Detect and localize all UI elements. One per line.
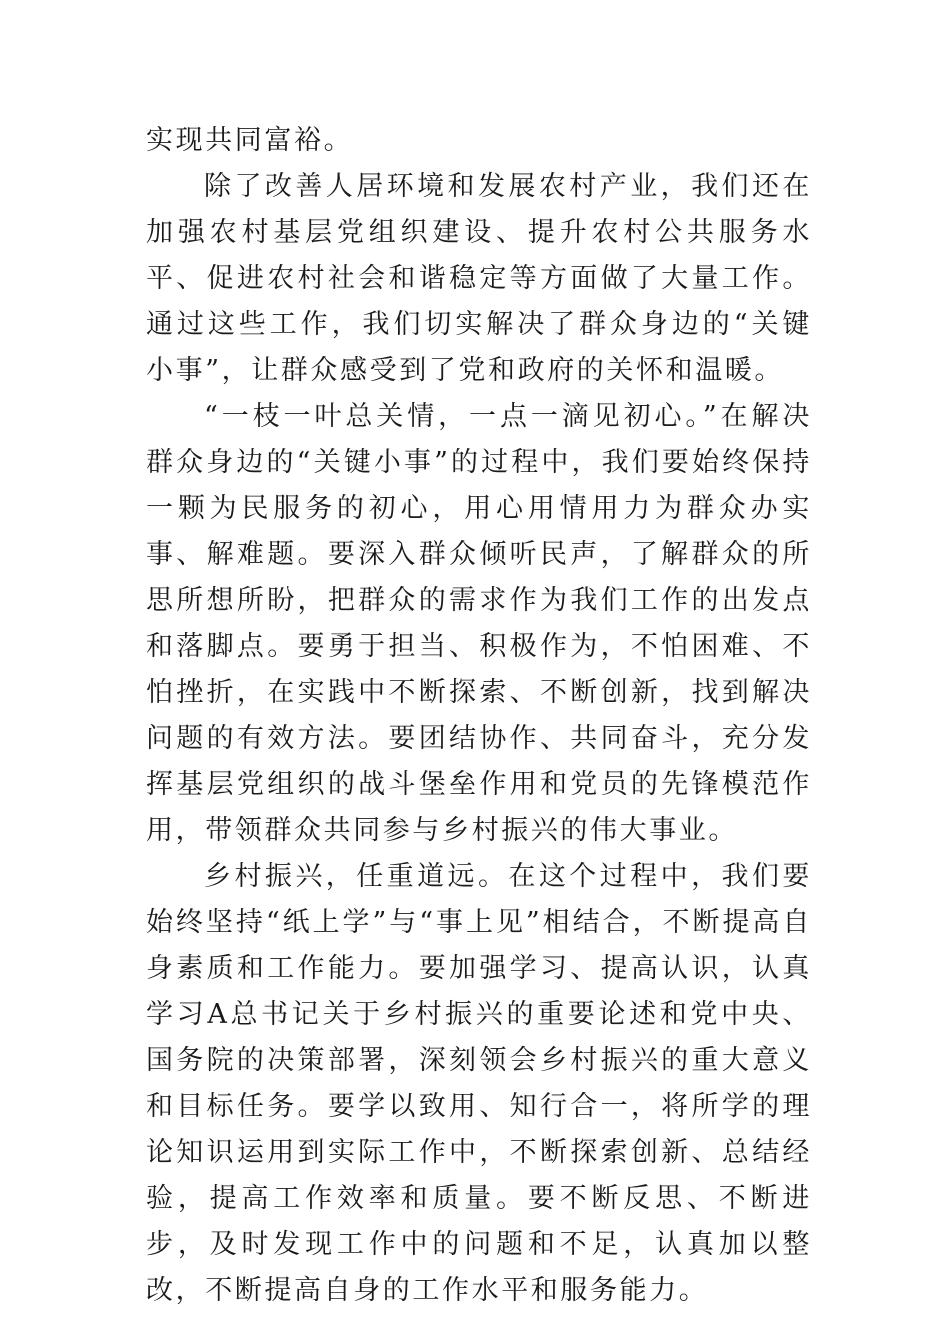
document-body xyxy=(146,118,812,1314)
paragraph-3: “一枝一叶总关情，一点一滴见初心。”在解决群众身边的“关键小事”的过程中，我们要始终保持一颗为民服务的初心，用心用情用力为群众办实事、解难题。要深入群众倾听民声，了解群众的所思所想所盼，把群众的需求作为我们工作的出发点和落脚点。要勇于担当、积极作为，不怕困难、不怕挫折，在实践中不断探索、不断创新，找到解决问题的有效方法。要团结协作、共同奋斗，充分发挥基层党组织的战斗堡垒作用和党员的先锋模范作用，带领群众共同参与乡村振兴的伟大事业。 xyxy=(146,401,812,846)
paragraph-1: 实现共同富裕。 xyxy=(146,125,354,156)
paragraph-2: 除了改善人居环境和发展农村产业，我们还在加强农村基层党组织建设、提升农村公共服务水平、促进农村社会和谐稳定等方面做了大量工作。通过这些工作，我们切实解决了群众身边的“关键小事”，让群众感受到了党和政府的关怀和温暖。 xyxy=(146,171,812,386)
paragraph-4: 乡村振兴，任重道远。在这个过程中，我们要始终坚持“纸上学”与“事上见”相结合，不断提高自身素质和工作能力。要加强学习、提高认识，认真学习A总书记关于乡村振兴的重要论述和党中央、国务院的决策部署，深刻领会乡村振兴的重大意义和目标任务。要学以致用、知行合一，将所学的理论知识运用到实际工作中，不断探索创新、总结经验，提高工作效率和质量。要不断反思、不断进步，及时发现工作中的问题和不足，认真加以整改，不断提高自身的工作水平和服务能力。 xyxy=(146,861,812,1306)
